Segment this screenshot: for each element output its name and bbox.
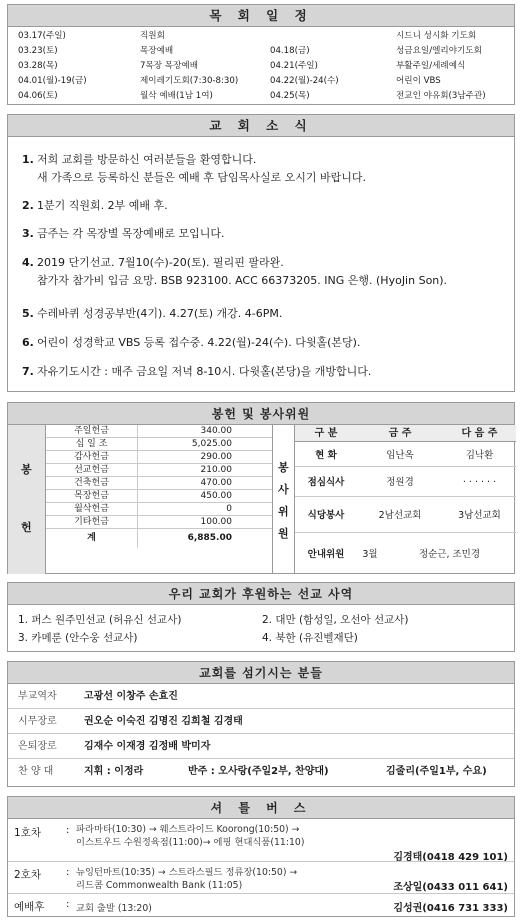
server-row <box>8 734 514 759</box>
offering-name: 월삭헌금 <box>46 503 138 516</box>
news-title: 교 회 소 식 <box>8 115 514 137</box>
offering-row <box>46 425 272 438</box>
offering-name: 십 일 조 <box>46 438 138 451</box>
offering-name: 목장헌금 <box>46 490 138 503</box>
schedule-event: 어린이 VBS <box>396 76 441 86</box>
news-text: 참가자 참가비 입금 요망. BSB 923100. ACC 66373205. ING 은행. (HyoJin Son). <box>37 274 448 287</box>
server-row <box>8 684 514 709</box>
schedule-row <box>8 29 514 44</box>
offering-row <box>46 503 272 516</box>
servers-section <box>7 661 515 787</box>
schedule-title: 목 회 일 정 <box>8 5 514 27</box>
duty-side-label <box>273 425 295 574</box>
schedule-date: 04.22(월)-24(수) <box>270 76 339 86</box>
schedule-date: 04.21(주일) <box>270 61 318 71</box>
shuttle-divider <box>8 893 514 894</box>
offering-value: 340.00 <box>200 426 232 436</box>
mission-item: 1. 퍼스 원주민선교 (허유신 선교사) <box>18 614 182 626</box>
usher-row <box>295 537 516 573</box>
shuttle-route-label: 1호차 <box>14 827 41 839</box>
offering-row <box>46 451 272 464</box>
usher-month: 3월 <box>362 549 378 560</box>
duty-row <box>295 444 516 467</box>
offering-side-char: 헌 <box>21 521 32 534</box>
shuttle-route-line: 파라마타(10:30) → 웨스트라이드 Koorong(10:50) → <box>76 824 300 835</box>
mission-item: 3. 카메룬 (안수웅 선교사) <box>18 632 138 644</box>
schedule-event: 월삭 예배(1남 1여) <box>140 91 213 101</box>
news-number: 5. <box>22 307 34 320</box>
news-number: 7. <box>22 365 34 378</box>
news-text: 1분기 직원회. 2부 예배 후. <box>37 199 168 212</box>
news-item <box>22 151 366 187</box>
news-number: 4. <box>22 256 34 269</box>
accompanist-2: 김줄리(주일1부, 수요) <box>386 766 487 777</box>
offering-name: 감사헌금 <box>46 451 138 464</box>
server-role: 시무장로 <box>18 716 57 727</box>
server-row <box>8 709 514 734</box>
duty-this-week: 임난옥 <box>386 450 414 461</box>
offering-row <box>46 490 272 503</box>
offering-name: 기타헌금 <box>46 516 138 529</box>
news-item <box>22 197 168 215</box>
mission-item: 2. 대만 (함성일, 오선아 선교사) <box>262 614 409 626</box>
server-role: 찬 양 대 <box>18 766 54 777</box>
news-text: 새 가족으로 등록하신 분들은 예배 후 담임목사실로 오시기 바랍니다. <box>37 171 366 184</box>
offering-name: 주일헌금 <box>46 425 138 438</box>
shuttle-contact: 조상일(0433 011 641) <box>393 882 508 893</box>
offering-value: 470.00 <box>200 478 232 488</box>
offering-table <box>8 425 272 574</box>
offering-name: 건축헌금 <box>46 477 138 490</box>
schedule-event: 전교인 야유회(3남주관) <box>396 91 486 101</box>
shuttle-colon: : <box>66 867 70 878</box>
duty-next-week: · · · · · · <box>462 477 497 488</box>
news-number: 2. <box>22 199 34 212</box>
server-names: 지휘 : 이정라 <box>84 766 144 777</box>
servers-title: 교회를 섬기시는 분들 <box>8 662 514 684</box>
offering-name: 선교헌금 <box>46 464 138 477</box>
duty-side-char: 위 <box>278 505 289 518</box>
shuttle-colon: : <box>66 825 70 836</box>
shuttle-route-line: 리드콤 Commonwealth Bank (11:05) <box>76 880 243 891</box>
shuttle-colon: : <box>66 899 70 910</box>
news-text: 2019 단기선교. 7월10(수)-20(토). 필리핀 팔라완. <box>37 256 284 269</box>
news-number: 1. <box>22 153 34 166</box>
news-section <box>7 114 515 392</box>
duty-header: 구 분 <box>314 428 338 439</box>
duty-header: 다 음 주 <box>461 428 498 439</box>
offering-value: 5,025.00 <box>191 439 232 449</box>
shuttle-route-label: 2호차 <box>14 869 41 881</box>
news-text: 저희 교회를 방문하신 여러분들을 환영합니다. <box>37 153 257 166</box>
duty-this-week: 정원경 <box>386 477 414 488</box>
schedule-row <box>8 89 514 104</box>
server-names: 권오순 이숙진 김명진 김희철 김경태 <box>84 716 243 727</box>
shuttle-route-line: 교회 출발 (13:20) <box>76 903 152 914</box>
news-number: 3. <box>22 227 34 240</box>
news-item <box>22 225 225 243</box>
schedule-row <box>8 44 514 59</box>
offering-value: 290.00 <box>200 452 232 462</box>
shuttle-route-line: 뉴잉턴마트(10:35) → 스트라스필드 정류장(10:50) → <box>76 867 298 878</box>
schedule-date: 04.25(목) <box>270 91 310 101</box>
news-item <box>22 305 282 323</box>
duty-row <box>295 499 516 533</box>
shuttle-route-label: 예배후 <box>14 901 45 913</box>
schedule-date: 04.06(토) <box>18 91 58 101</box>
schedule-date: 03.28(목) <box>18 61 58 71</box>
schedule-event: 7목장 목장예배 <box>140 61 199 71</box>
schedule-date: 04.01(월)-19(금) <box>18 76 87 86</box>
news-item <box>22 254 447 290</box>
schedule-date: 04.18(금) <box>270 46 310 56</box>
duty-role: 식당봉사 <box>307 510 345 521</box>
server-names: 김재수 이재경 김정배 박미자 <box>84 741 211 752</box>
offering-side-char: 봉 <box>21 463 32 476</box>
server-role: 부교역자 <box>18 691 57 702</box>
shuttle-contact: 김경태(0418 429 101) <box>393 852 508 863</box>
shuttle-title: 셔 틀 버 스 <box>8 797 514 819</box>
news-text: 어린이 성경학교 VBS 등록 접수중. 4.22(월)-24(수). 다윗홀(본당). <box>37 336 361 349</box>
offering-value: 450.00 <box>200 491 232 501</box>
usher-role: 안내위원 <box>307 549 345 560</box>
offering-section <box>7 402 515 574</box>
schedule-event: 직원회 <box>140 31 165 41</box>
duty-this-week: 2남선교회 <box>378 510 422 521</box>
duty-side-char: 사 <box>278 483 289 496</box>
duty-row <box>295 469 516 497</box>
duty-role: 점심식사 <box>307 477 345 488</box>
schedule-section <box>7 4 515 105</box>
schedule-event: 부활주일/세례예식 <box>396 61 466 71</box>
schedule-row <box>8 74 514 89</box>
schedule-date: 03.23(토) <box>18 46 58 56</box>
offering-row <box>46 438 272 451</box>
offering-value: 210.00 <box>200 465 232 475</box>
duty-header-row <box>295 425 516 442</box>
duty-table <box>272 425 515 574</box>
offering-total-row <box>46 529 272 548</box>
news-item <box>22 363 371 381</box>
offering-row <box>46 516 272 529</box>
offering-total-value: 6,885.00 <box>187 533 232 543</box>
duty-side-char: 원 <box>278 527 289 540</box>
schedule-date: 03.17(주일) <box>18 31 66 41</box>
shuttle-route-line: 이스트우드 수원정육점(11:00)→ 에핑 현대식품(11:10) <box>76 837 305 848</box>
offering-title: 봉헌 및 봉사위원 <box>8 403 514 425</box>
duty-header: 금 주 <box>388 428 412 439</box>
accompanist-1: 반주 : 오사랑(주일2부, 찬양대) <box>188 766 329 777</box>
server-names: 고광선 이창주 손효진 <box>84 691 178 702</box>
offering-row <box>46 464 272 477</box>
shuttle-divider <box>8 861 514 862</box>
news-text: 금주는 각 목장별 목장예배로 모입니다. <box>37 227 225 240</box>
schedule-event: 제이레기도회(7:30-8:30) <box>140 76 239 86</box>
offering-total-label: 계 <box>46 529 138 548</box>
mission-section <box>7 582 515 652</box>
offering-row <box>46 477 272 490</box>
duty-side-char: 봉 <box>278 461 289 474</box>
server-role: 은퇴장로 <box>18 741 57 752</box>
mission-title: 우리 교회가 후원하는 선교 사역 <box>8 583 514 605</box>
duty-next-week: 3남선교회 <box>458 510 501 521</box>
news-item <box>22 334 360 352</box>
offering-value: 0 <box>226 504 232 514</box>
news-text: 자유기도시간 : 매주 금요일 저녁 8-10시. 다윗홀(본당)을 개방합니다. <box>37 365 372 378</box>
mission-item: 4. 북한 (유진벨재단) <box>262 632 358 644</box>
shuttle-contact: 김성권(0416 731 333) <box>393 903 508 914</box>
schedule-event: 목장예배 <box>140 46 174 56</box>
schedule-event: 시드니 성시화 기도회 <box>396 31 477 41</box>
schedule-row <box>8 59 514 74</box>
server-row <box>8 759 514 784</box>
news-number: 6. <box>22 336 34 349</box>
news-text: 수레바퀴 성경공부반(4기). 4.27(토) 개강. 4-6PM. <box>37 307 283 320</box>
offering-side-label <box>8 425 46 574</box>
offering-value: 100.00 <box>200 517 232 527</box>
duty-next-week: 김낙환 <box>465 450 494 461</box>
schedule-event: 성금요일/엘리야기도회 <box>396 46 482 56</box>
shuttle-section <box>7 796 515 917</box>
duty-role: 현 화 <box>315 450 337 461</box>
usher-names: 정순근, 조민경 <box>418 549 481 560</box>
